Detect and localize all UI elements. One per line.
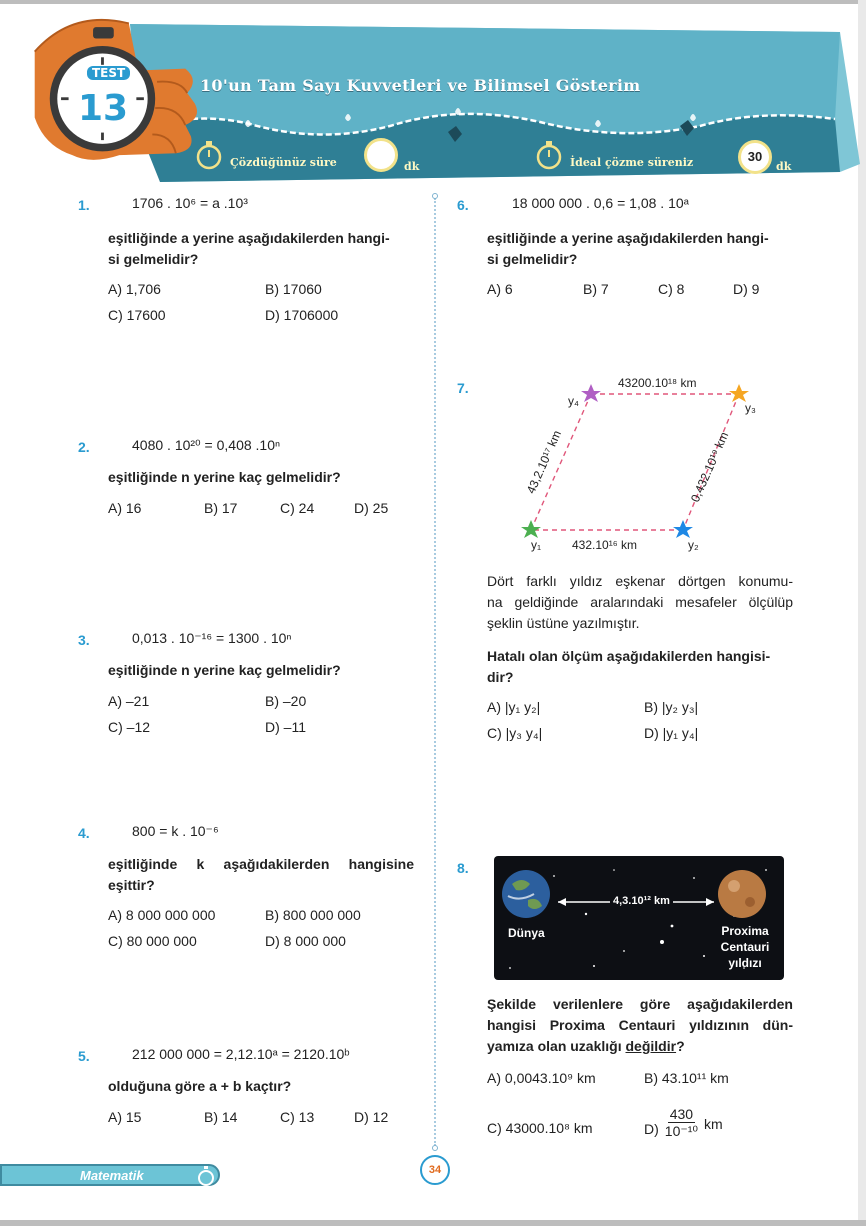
solved-time-unit: dk [404,160,420,173]
question-number: 7. [457,380,469,396]
top-border [0,0,866,4]
star-label-y3: y₃ [745,401,756,415]
question-number: 4. [78,825,90,841]
option-b[interactable]: B) 800 000 000 [265,907,361,923]
stopwatch-icon [196,1165,216,1187]
question-prompt: eşitliğinde k aşağıdakilerden hangisine [108,856,414,872]
star-label-y2: y₂ [688,538,699,552]
fraction-denominator: 10⁻¹⁰ [664,1123,699,1139]
question-number: 1. [78,197,90,213]
option-a[interactable]: A) 16 [108,500,142,516]
option-d[interactable]: D) 9 [733,281,760,297]
option-d[interactable]: D) |y₁ y₄| [644,725,699,741]
distance-label: 4,3.10¹² km [610,895,673,907]
subject-label: Matematik [80,1168,144,1183]
option-b[interactable]: B) 17 [204,500,238,516]
option-d-unit: km [704,1116,723,1132]
option-a[interactable]: A) 6 [487,281,513,297]
proxima-label: Centauri [720,940,770,954]
page-number: 34 [420,1155,450,1185]
option-d[interactable]: D) 8 000 000 [265,933,346,949]
question-number: 2. [78,439,90,455]
fraction-numerator: 430 [669,1106,694,1122]
question-number: 6. [457,197,469,213]
question-number: 8. [457,860,469,876]
star-label-y1: y₁ [531,538,542,552]
paragraph-line: na geldiğinde aralarındaki mesafeler ölçülüp [487,594,793,610]
distance-y1-y2-label: 432.10¹⁶ km [572,538,637,552]
earth-label: Dünya [508,926,545,940]
question-stem: 212 000 000 = 2,12.10ᵃ = 2120.10ᵇ [132,1046,350,1062]
question-prompt: eşittir? [108,877,155,893]
ideal-time-value: 30 [747,149,763,164]
earth-icon [502,870,550,918]
option-c[interactable]: C) |y₃ y₄| [487,725,543,741]
option-d[interactable]: D) 25 [354,500,389,516]
page-title: 10'un Tam Sayı Kuvvetleri ve Bilimsel Gösterim [200,76,641,95]
test-number: 13 [78,88,129,129]
question-stem: 1706 . 10⁶ = a .10³ [132,195,248,211]
question-prompt: hangisi Proxima Centauri yıldızının dün- [487,1017,793,1033]
option-b[interactable]: B) –20 [265,693,307,709]
distance-y3-y4-label: 43200.10¹⁸ km [618,376,697,390]
option-c[interactable]: C) 24 [280,500,315,516]
question-prompt: Hatalı olan ölçüm aşağıdakilerden hangisi- [487,648,771,664]
star-y3 [729,384,749,402]
option-c[interactable]: C) 13 [280,1109,315,1125]
option-b[interactable]: B) 17060 [265,281,322,297]
option-a[interactable]: A) –21 [108,693,150,709]
stopwatch-icon [536,140,562,170]
option-d[interactable]: D) –11 [265,719,306,735]
question-number: 5. [78,1048,90,1064]
star-y1 [521,520,541,538]
ideal-time-label: İdeal çözme süreniz [570,156,694,169]
option-a[interactable]: A) 0,0043.10⁹ km [487,1070,596,1086]
question-prompt: eşitliğinde a yerine aşağıdakilerden hangi- [487,230,769,246]
paragraph-line: şeklin üstüne yazılmıştır. [487,615,640,631]
stopwatch-icon [196,140,222,170]
ideal-time-unit: dk [776,160,792,173]
bottom-border [0,1220,866,1226]
star-y2 [673,520,693,538]
option-d-prefix: D) [644,1121,659,1137]
solved-time-field[interactable] [364,138,398,172]
question-prompt: si gelmelidir? [487,251,578,267]
proxima-label: yıldızı [728,956,762,970]
option-a[interactable]: A) 8 000 000 000 [108,907,216,923]
question-prompt: eşitliğinde n yerine kaç gelmelidir? [108,662,341,678]
option-b[interactable]: B) |y₂ y₃| [644,699,699,715]
option-a[interactable]: A) |y₁ y₂| [487,699,541,715]
option-c[interactable]: C) 17600 [108,307,166,323]
option-a[interactable]: A) 15 [108,1109,142,1125]
negation-word: değildir [625,1038,677,1054]
distance-y2-y3-label: 0,432.10¹⁹ km [687,429,732,505]
fraction [663,1106,700,1140]
option-c[interactable]: C) 43000.10⁸ km [487,1120,593,1136]
question-number: 3. [78,632,90,648]
question-prompt: yamıza olan uzaklığı değildir? [487,1038,685,1054]
option-a[interactable]: A) 1,706 [108,281,161,297]
test-word: TEST [87,66,130,80]
column-divider [434,198,436,1146]
option-c[interactable]: C) 8 [658,281,685,297]
question-prompt: dir? [487,669,514,685]
star-y4 [581,384,601,402]
option-d[interactable]: D) 12 [354,1109,389,1125]
question-stem: 18 000 000 . 0,6 = 1,08 . 10ᵃ [512,195,689,211]
question-stem: 4080 . 10²⁰ = 0,408 .10ⁿ [132,437,281,453]
option-c[interactable]: C) 80 000 000 [108,933,197,949]
question-prompt: Şekilde verilenlere göre aşağıdakilerden [487,996,793,1012]
option-b[interactable]: B) 43.10¹¹ km [644,1070,729,1086]
question-prompt: olduğuna göre a + b kaçtır? [108,1078,292,1094]
question-stem: 0,013 . 10⁻¹⁶ = 1300 . 10ⁿ [132,630,292,646]
question-stem: 800 = k . 10⁻⁶ [132,823,219,839]
question-prompt: eşitliğinde n yerine kaç gelmelidir? [108,469,341,485]
option-b[interactable]: B) 14 [204,1109,238,1125]
solved-time-label: Çözdüğünüz süre [230,156,337,169]
star-label-y4: y₄ [568,394,579,408]
paragraph-line: Dört farklı yıldız eşkenar dörtgen konumu- [487,573,793,589]
question-prompt: eşitliğinde a yerine aşağıdakilerden hangi- [108,230,390,246]
option-d[interactable] [644,1106,723,1140]
proxima-centauri-icon [718,870,766,918]
divider-top-dot [432,193,438,199]
divider-bottom-dot [432,1145,438,1151]
option-c[interactable]: C) –12 [108,719,151,735]
option-b[interactable]: B) 7 [583,281,609,297]
proxima-label: Proxima [721,924,769,938]
option-d[interactable]: D) 1706000 [265,307,339,323]
distance-y1-y4-label: 43,2.10¹⁷ km [523,428,565,496]
question-prompt: si gelmelidir? [108,251,199,267]
